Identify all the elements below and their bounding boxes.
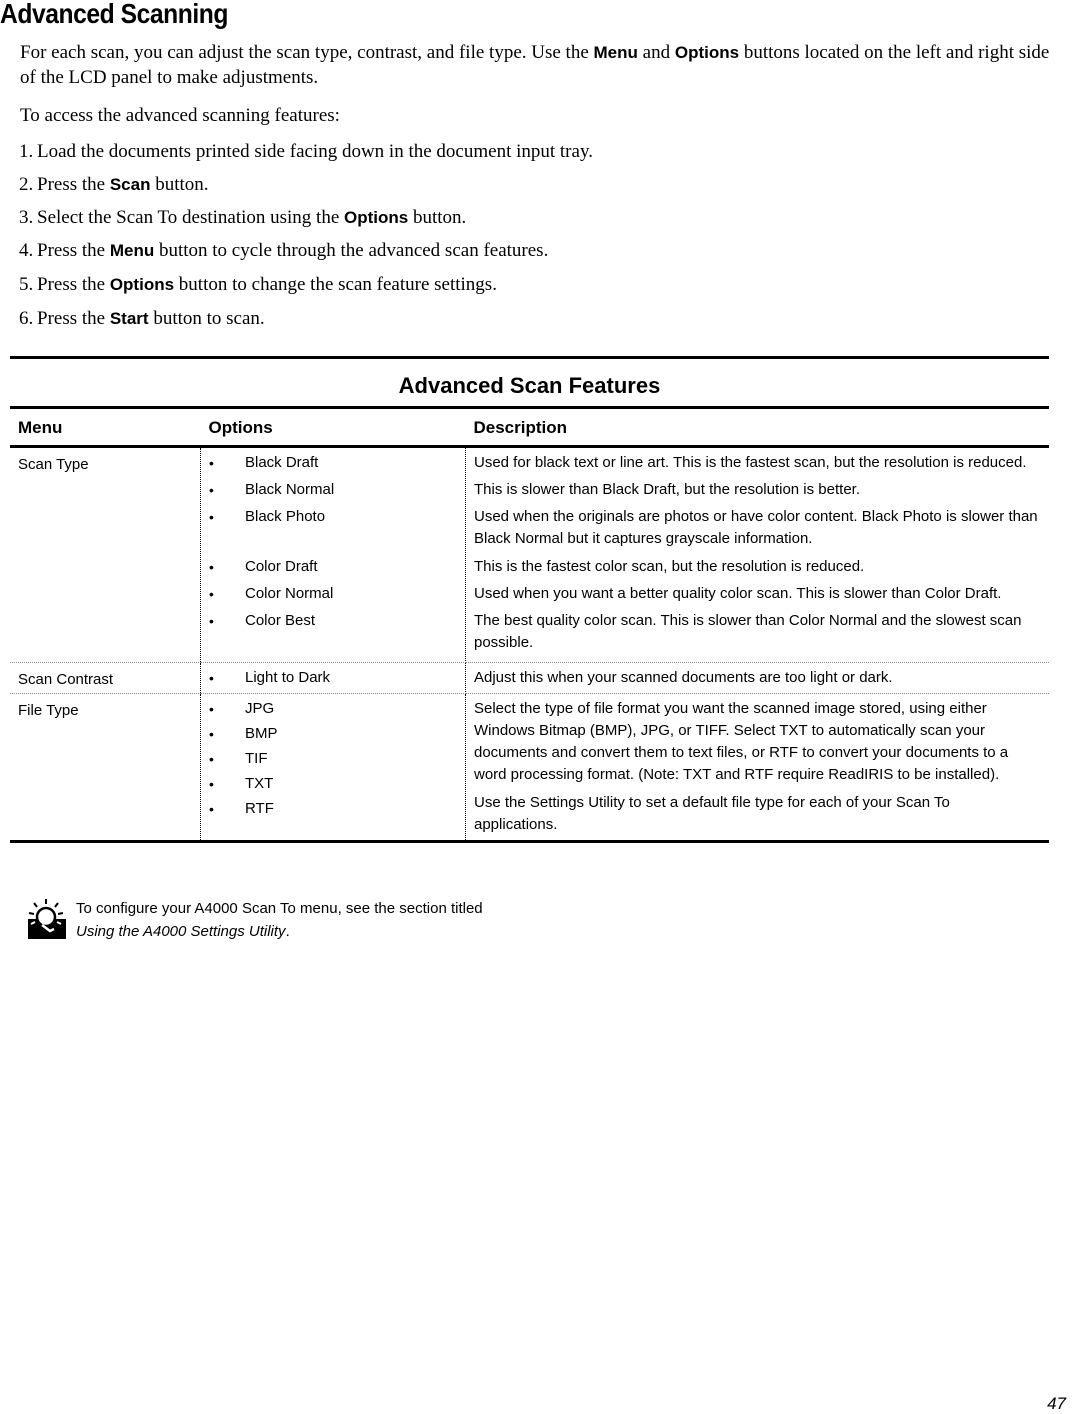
step-text: Select the Scan To destination using the <box>37 207 345 228</box>
options-cell <box>201 663 466 694</box>
tip-text <box>76 897 483 943</box>
table-row-scan-contrast <box>10 663 1049 694</box>
step-bold: Menu <box>109 241 155 260</box>
step-item <box>19 139 593 164</box>
option-item <box>209 452 459 479</box>
option-item <box>209 556 459 583</box>
description-text: Used for black text or line art. This is the fastest scan, but the resolution is reduced. <box>474 454 1027 471</box>
tip-period: . <box>285 923 290 940</box>
step-text: Press the <box>37 240 110 261</box>
description-text: The best quality color scan. This is slower than Color Normal and the slowest scan possible. <box>474 612 1022 651</box>
tip-note <box>26 897 483 943</box>
intro-text: For each scan, you can adjust the scan type, contrast, and file type. Use the <box>20 42 594 63</box>
bullet-icon: • <box>209 701 214 717</box>
step-bold: Options <box>344 208 409 227</box>
step-number: 5. <box>19 274 34 295</box>
option-label: TXT <box>245 775 274 792</box>
description-text: Adjust this when your scanned documents are too light or dark. <box>474 669 893 686</box>
option-item <box>209 698 459 723</box>
intro-paragraph <box>20 40 1060 90</box>
bullet-icon: • <box>209 586 214 602</box>
description-cell <box>466 663 1050 694</box>
bullet-icon: • <box>209 776 214 792</box>
option-label: TIF <box>245 750 268 767</box>
step-text: Press the <box>37 174 110 195</box>
step-number: 3. <box>19 207 34 228</box>
step-number: 2. <box>19 174 34 195</box>
description-text: Select the type of file format you want the scanned image stored, using either Windows Bitmap (BMP), JPG, or TIFF. Select TXT to automatically scan your documents and convert them to text files, or RTF to convert your documents to a word processing format. (Note: TXT and RTF require ReadIRIS to be installed). <box>474 700 1009 783</box>
intro-text: and <box>637 42 675 63</box>
option-item <box>209 583 459 610</box>
description-text: Used when you want a better quality color scan. This is slower than Color Draft. <box>474 585 1002 602</box>
option-label: Light to Dark <box>245 669 331 686</box>
table-row-file-type <box>10 694 1049 842</box>
header-description: Description <box>466 408 1050 447</box>
step-text: Load the documents printed side facing down in the document input tray. <box>37 141 593 162</box>
options-cell <box>201 447 466 663</box>
option-label: Black Photo <box>245 508 326 525</box>
step-text: button to cycle through the advanced scan features. <box>154 240 549 261</box>
step-item <box>19 238 548 263</box>
option-label: Black Draft <box>245 454 319 471</box>
description-text: This is slower than Black Draft, but the resolution is better. <box>474 481 861 498</box>
step-item <box>19 272 497 297</box>
header-menu: Menu <box>10 408 201 447</box>
option-label: Color Draft <box>245 558 318 575</box>
step-item <box>19 205 466 230</box>
tip-line <box>76 920 483 943</box>
option-item <box>209 773 459 798</box>
option-label: BMP <box>245 725 278 742</box>
options-cell <box>201 694 466 842</box>
description-cell <box>466 447 1050 663</box>
menu-cell: Scan Type <box>10 447 201 663</box>
option-label: RTF <box>245 800 274 817</box>
step-text: button to scan. <box>148 308 265 329</box>
tip-line: To configure your A4000 Scan To menu, see the section titled <box>76 900 483 917</box>
option-item <box>209 748 459 773</box>
description-text: Used when the originals are photos or have color content. Black Photo is slower than Black Normal but it captures grayscale information. <box>474 508 1038 547</box>
step-text: Press the <box>37 274 110 295</box>
table-row-scan-type <box>10 447 1049 663</box>
bullet-icon: • <box>209 455 214 471</box>
table-title: Advanced Scan Features <box>10 356 1049 406</box>
header-options: Options <box>201 408 466 447</box>
bullet-icon: • <box>209 482 214 498</box>
step-bold: Start <box>109 309 149 328</box>
step-number: 4. <box>19 240 34 261</box>
table-header-row <box>10 408 1049 447</box>
intro-text: buttons located on the left and right side of the LCD panel to make adjustments. <box>20 42 1050 88</box>
description-text: This is the fastest color scan, but the resolution is reduced. <box>474 558 865 575</box>
step-text: button to change the scan feature settings. <box>174 274 497 295</box>
step-bold: Scan <box>109 175 151 194</box>
page-number: 47 <box>1047 1394 1066 1413</box>
page-title: Advanced Scanning <box>0 0 229 29</box>
bullet-icon: • <box>209 726 214 742</box>
bullet-icon: • <box>209 509 214 525</box>
option-item <box>209 479 459 506</box>
step-number: 1. <box>19 141 34 162</box>
option-label: JPG <box>245 700 275 717</box>
option-label: Black Normal <box>245 481 335 498</box>
step-text: Press the <box>37 308 110 329</box>
scan-features-table-section <box>10 356 1049 843</box>
access-instructions: To access the advanced scanning features: <box>20 105 340 126</box>
step-item <box>19 306 265 331</box>
scan-features-table <box>10 406 1049 843</box>
step-item <box>19 172 209 197</box>
bullet-icon: • <box>209 613 214 629</box>
description-cell <box>466 694 1050 842</box>
intro-menu-bold: Menu <box>593 43 638 62</box>
description-text: Use the Settings Utility to set a default file type for each of your Scan To applications. <box>474 794 950 833</box>
menu-cell: File Type <box>10 694 201 842</box>
step-text: button. <box>150 174 209 195</box>
bullet-icon: • <box>209 801 214 817</box>
bullet-icon: • <box>209 559 214 575</box>
option-item <box>209 610 459 660</box>
bullet-icon: • <box>209 670 214 686</box>
lightbulb-tip-icon <box>26 897 68 941</box>
intro-options-bold: Options <box>674 43 740 62</box>
step-text: button. <box>408 207 467 228</box>
step-bold: Options <box>109 275 175 294</box>
option-item <box>209 667 459 689</box>
step-number: 6. <box>19 308 34 329</box>
option-item <box>209 723 459 748</box>
section-reference: Using the A4000 Settings Utility <box>76 923 286 940</box>
option-label: Color Normal <box>245 585 334 602</box>
option-item <box>209 798 459 823</box>
menu-cell: Scan Contrast <box>10 663 201 694</box>
bullet-icon: • <box>209 751 214 767</box>
option-label: Color Best <box>245 612 316 629</box>
option-item <box>209 506 459 556</box>
